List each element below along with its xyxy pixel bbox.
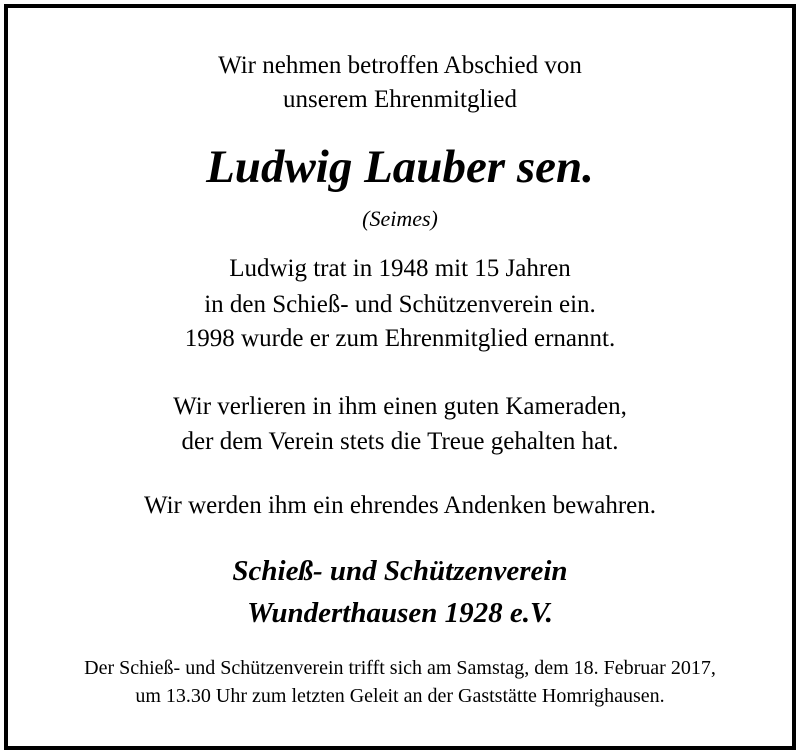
obituary-notice [4, 4, 796, 750]
intro-line-1: Wir nehmen betroffen Abschied von [218, 52, 582, 79]
funeral-notice-line-1: Der Schieß- und Schützenverein trifft sich am Samstag, dem 18. Februar 2017, [84, 657, 716, 679]
club-name-line-2: Wunderthausen 1928 e.V. [247, 597, 553, 629]
deceased-name: Ludwig Lauber sen. [206, 141, 594, 193]
intro-line-2: unserem Ehrenmitglied [283, 86, 517, 113]
deceased-origin: (Seimes) [362, 206, 438, 231]
funeral-notice-line-2: um 13.30 Uhr zum letzten Geleit an der Gaststätte Homrighausen. [135, 685, 665, 707]
remembrance-line: Wir werden ihm ein ehrendes Andenken bewahren. [144, 492, 656, 519]
tribute-line-2: der dem Verein stets die Treue gehalten hat. [181, 428, 619, 455]
biography-line-2: in den Schieß- und Schützenverein ein. [204, 291, 596, 318]
biography-line-1: Ludwig trat in 1948 mit 15 Jahren [229, 255, 571, 282]
biography-line-3: 1998 wurde er zum Ehrenmitglied ernannt. [184, 325, 616, 352]
club-name-line-1: Schieß- und Schützenverein [232, 555, 568, 587]
tribute-line-1: Wir verlieren in ihm einen guten Kameraden, [173, 393, 627, 420]
